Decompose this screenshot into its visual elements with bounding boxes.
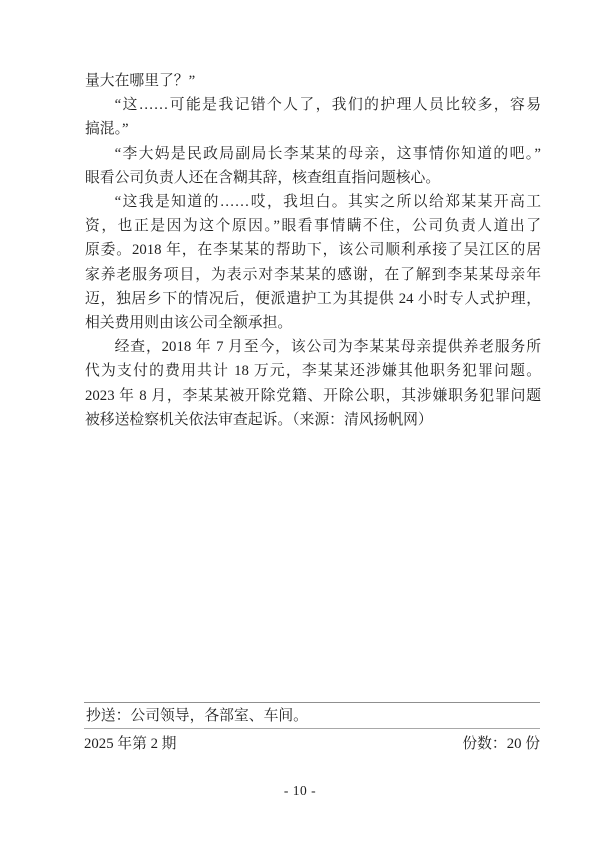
body-line: 眼看公司负责人还在含糊其辞，核查组直指问题核心。 bbox=[85, 169, 441, 186]
issue-row bbox=[84, 729, 540, 756]
body-line: 相关费用则由该公司全额承担。 bbox=[85, 315, 293, 332]
copies-label: 份数：20 份 bbox=[462, 736, 540, 752]
body-text bbox=[85, 69, 541, 432]
body-line: 家养老服务项目，为表示对李某某的感谢，在了解到李某某母亲年 bbox=[85, 266, 541, 283]
cc-line: 抄送：公司领导，各部室、车间。 bbox=[86, 708, 308, 724]
page-number: - 10 - bbox=[283, 783, 317, 798]
body-line: “这……可能是我记错个人了，我们的护理人员比较多，容易 bbox=[114, 97, 541, 114]
body-line: 资，也正是因为这个原因。”眼看事情瞒不住，公司负责人道出了 bbox=[85, 218, 541, 235]
body-line: “这我是知道的……哎，我坦白。其实之所以给郑某某开高工 bbox=[114, 194, 541, 211]
body-line: “李大妈是民政局副局长李某某的母亲，这事情你知道的吧。” bbox=[114, 145, 541, 162]
body-line: 原委。2018 年，在李某某的帮助下，该公司顺利承接了吴江区的居 bbox=[85, 242, 541, 259]
body-line: 量大在哪里了？” bbox=[85, 73, 196, 89]
body-line: 搞混。” bbox=[85, 121, 129, 138]
body-line: 代为支付的费用共计 18 万元，李某某还涉嫌其他职务犯罪问题。 bbox=[85, 363, 541, 380]
body-line: 被移送检察机关依法审查起诉。（来源：清风扬帆网） bbox=[85, 411, 433, 428]
body-line: 2023 年 8 月，李某某被开除党籍、开除公职，其涉嫌职务犯罪问题 bbox=[85, 387, 541, 404]
body-line: 迈，独居乡下的情况后，便派遣护工为其提供 24 小时专人式护理， bbox=[85, 290, 541, 307]
issue-label: 2025 年第 2 期 bbox=[84, 736, 177, 752]
body-line: 经查，2018 年 7 月至今，该公司为李某某母亲提供养老服务所 bbox=[114, 339, 541, 356]
footer-block bbox=[84, 702, 540, 756]
